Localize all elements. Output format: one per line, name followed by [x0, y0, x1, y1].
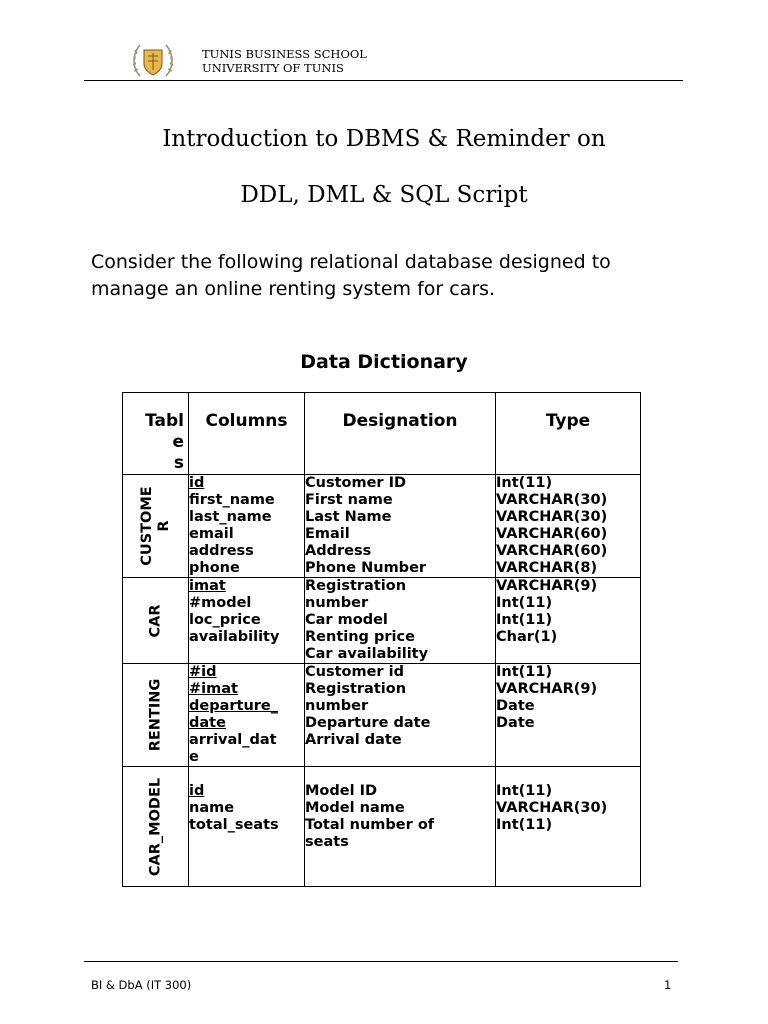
types-cell [496, 664, 641, 767]
column-name [189, 698, 304, 715]
table-name-cell [123, 578, 189, 664]
university-name: UNIVERSITY OF TUNIS [202, 61, 344, 75]
designations-cell [305, 767, 496, 887]
designations-cell [305, 475, 496, 578]
designation-text: Car model [305, 612, 388, 628]
column-name [189, 783, 304, 800]
column-names-cell [189, 767, 305, 887]
designation-text: number [305, 595, 369, 611]
column-name: total_seats [189, 817, 279, 833]
designation-text: Registration [305, 681, 407, 697]
designations-cell [305, 664, 496, 767]
type-text: VARCHAR(30) [496, 800, 608, 816]
column-name: last_name [189, 509, 272, 525]
table-row [123, 767, 641, 887]
document-title-line1: Introduction to DBMS & Reminder on [162, 126, 606, 152]
table-row [123, 664, 641, 767]
type-text: VARCHAR(9) [496, 578, 598, 594]
column-name: name [189, 800, 235, 816]
designation-text: Departure date [305, 715, 431, 731]
designation-text: Phone Number [305, 560, 427, 576]
table-name-text: R [155, 520, 172, 532]
column-name: phone [189, 560, 240, 576]
table-name-text: CAR [147, 603, 163, 638]
type-text: Date [496, 698, 535, 714]
type-text: Int(11) [496, 817, 553, 833]
column-name-underlined: id [189, 475, 205, 491]
university-seal-logo [130, 40, 176, 80]
type-text: Int(11) [496, 595, 553, 611]
table-name-cell [123, 475, 189, 578]
designation-text: seats [305, 834, 349, 850]
designation-text: number [305, 698, 369, 714]
column-name [189, 475, 304, 492]
type-text: VARCHAR(60) [496, 526, 608, 542]
column-name-underlined: departure_ [189, 698, 279, 714]
table-row [123, 475, 641, 578]
table-name-text: CAR_MODEL [147, 777, 163, 876]
footer-course: BI & DbA (IT 300) [91, 978, 192, 992]
table-row [123, 578, 641, 664]
column-name: loc_price [189, 612, 261, 628]
column-name: arrival_dat [189, 732, 277, 748]
designation-text: Total number of [305, 817, 435, 833]
table-name-cell [123, 664, 189, 767]
column-name [189, 715, 304, 732]
header-type: Type [496, 393, 641, 475]
column-name: address [189, 543, 254, 559]
type-text: Int(11) [496, 612, 553, 628]
designation-text: Renting price [305, 629, 415, 645]
types-cell [496, 578, 641, 664]
header-columns: Columns [189, 393, 305, 475]
school-name: TUNIS BUSINESS SCHOOL [202, 47, 367, 61]
column-names-cell [189, 475, 305, 578]
table-name-cell [123, 767, 189, 887]
designation-text: Arrival date [305, 732, 402, 748]
designation-text: Customer ID [305, 475, 407, 491]
designation-text: Model ID [305, 783, 378, 799]
designations-cell [305, 578, 496, 664]
designation-text: Model name [305, 800, 405, 816]
designation-text: Registration [305, 578, 407, 594]
type-text: Date [496, 715, 535, 731]
intro-paragraph: Consider the following relational database designed to manage an online renting system for cars. [91, 251, 611, 300]
designation-text: Last Name [305, 509, 392, 525]
type-text: Int(11) [496, 783, 553, 799]
designation-text: First name [305, 492, 393, 508]
column-name: #model [189, 595, 252, 611]
column-names-cell [189, 578, 305, 664]
type-text: VARCHAR(30) [496, 509, 608, 525]
designation-text: Address [305, 543, 372, 559]
header-designation: Designation [305, 393, 496, 475]
types-cell [496, 475, 641, 578]
designation-text: Customer id [305, 664, 404, 680]
data-dictionary-table [122, 392, 641, 887]
header-tables: Tabl e s [123, 393, 189, 475]
table-name-text: CUSTOME [138, 486, 155, 566]
type-text: Char(1) [496, 629, 558, 645]
page-header [84, 38, 683, 81]
column-names-cell [189, 664, 305, 767]
column-name-underlined: #id [189, 664, 217, 680]
page-number: 1 [664, 978, 672, 992]
type-text: VARCHAR(30) [496, 492, 608, 508]
column-name [189, 578, 304, 595]
type-text: VARCHAR(8) [496, 560, 598, 576]
column-name [189, 681, 304, 698]
table-header-row [123, 393, 641, 475]
table-name-text: RENTING [147, 678, 163, 752]
column-name: e [189, 749, 199, 765]
footer-rule [84, 961, 678, 962]
designation-text: Car availability [305, 646, 429, 662]
column-name-underlined: imat [189, 578, 226, 594]
data-dictionary-title: Data Dictionary [300, 351, 468, 373]
type-text: VARCHAR(60) [496, 543, 608, 559]
designation-text: Email [305, 526, 350, 542]
types-cell [496, 767, 641, 887]
column-name: email [189, 526, 234, 542]
document-title-line2: DDL, DML & SQL Script [240, 182, 528, 208]
column-name-underlined: date [189, 715, 226, 731]
column-name: availability [189, 629, 280, 645]
column-name: first_name [189, 492, 275, 508]
type-text: Int(11) [496, 475, 553, 491]
column-name-underlined: #imat [189, 681, 238, 697]
column-name [189, 664, 304, 681]
type-text: VARCHAR(9) [496, 681, 598, 697]
column-name-underlined: id [189, 783, 205, 799]
type-text: Int(11) [496, 664, 553, 680]
